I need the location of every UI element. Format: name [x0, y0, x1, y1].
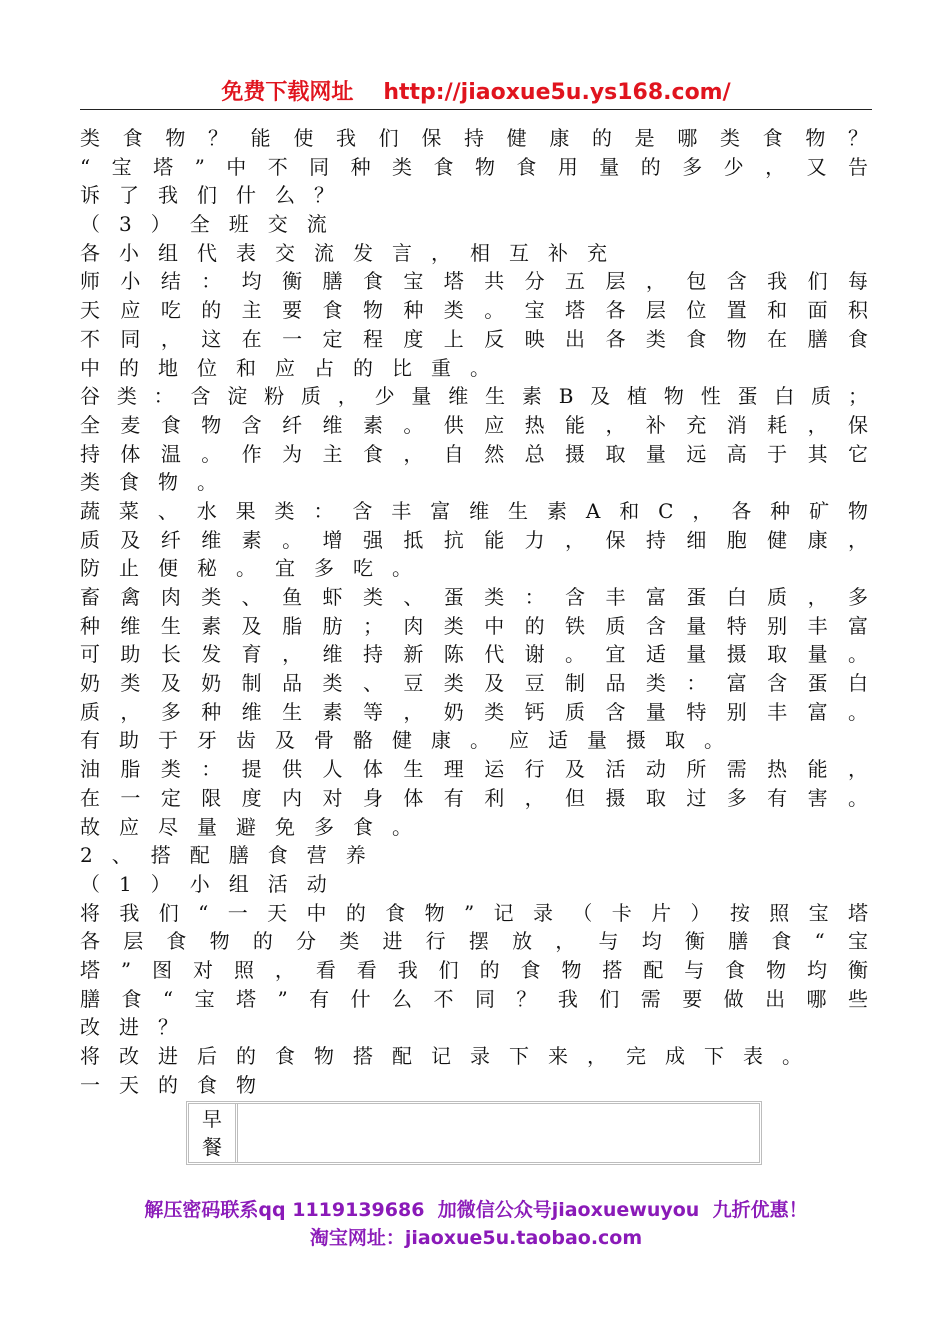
breakfast-cell[interactable] [238, 1104, 759, 1162]
body-line: 有助于牙齿及骨骼健康。应适量摄取。 [80, 728, 743, 753]
body-line: （3）全班交流 [80, 212, 346, 237]
footer-password-text: 解压密码联系 [144, 1199, 259, 1221]
footer-qq: qq 1119139686 [258, 1199, 425, 1221]
body-line: 将改进后的食物搭配记录下来，完成下表。 [80, 1044, 821, 1068]
page-header [80, 78, 872, 108]
header-url-link[interactable]: http://jiaoxue5u.ys168.com/ [383, 80, 731, 105]
body-line: 质，多种维生素等，奶类钙质含量特别丰富。 [80, 699, 870, 724]
daily-food-table [186, 1101, 762, 1165]
document-body [80, 124, 870, 1099]
body-line: 奶类及奶制品类、豆类及豆制品类：富含蛋白 [80, 671, 870, 696]
body-line: 诉了我们什么？ [80, 183, 353, 208]
breakfast-label-char-1: 早 [202, 1107, 222, 1131]
body-line: 类食物。 [80, 470, 236, 495]
header-divider [80, 109, 872, 110]
footer-discount: 九折优惠！ [712, 1199, 808, 1221]
body-line: 谷类：含淀粉质，少量维生素B及植物性蛋白质； [80, 384, 870, 409]
body-line: 天应吃的主要食物种类。宝塔各层位置和面积 [80, 298, 870, 323]
body-line: 畜禽肉类、鱼虾类、蛋类：含丰富蛋白质，多 [80, 585, 870, 609]
breakfast-row-label [189, 1104, 238, 1162]
body-line: 将我们“一天中的食物”记录（卡片）按照宝塔 [80, 900, 870, 925]
body-line: 中的地位和应占的比重。 [80, 355, 509, 380]
body-line: 故应尽量避免多食。 [80, 814, 431, 839]
body-line: 持体温。作为主食，自然总摄取量远高于其它 [80, 441, 870, 466]
body-line: 2、搭配膳食营养 [80, 843, 385, 868]
body-line: 全麦食物含纤维素。供应热能，补充消耗，保 [80, 412, 870, 437]
footer-taobao-line [80, 1224, 872, 1252]
body-line: 质及纤维素。增强抵抗能力，保持细胞健康， [80, 527, 870, 552]
body-line: 不同，这在一定程度上反映出各类食物在膳食 [80, 326, 870, 351]
body-line: 蔬菜、水果类：含丰富维生素A和C，各种矿物 [80, 498, 870, 523]
header-label: 免费下载网址 [221, 80, 354, 105]
body-line: 防止便秘。宜多吃。 [80, 556, 431, 581]
footer-taobao-link[interactable]: jiaoxue5u.taobao.com [404, 1227, 643, 1249]
body-line: （1）小组活动 [80, 871, 346, 896]
body-line: 改进？ [80, 1015, 197, 1040]
body-line: 油脂类：提供人体生理运行及活动所需热能， [80, 757, 870, 782]
body-line: 一天的食物 [80, 1072, 275, 1097]
body-line: “宝塔”中不同种类食物食用量的多少，又告 [80, 154, 870, 179]
body-line: 膳食“宝塔”有什么不同？我们需要做出哪些 [80, 986, 870, 1011]
body-line: 各小组代表交流发言，相互补充 [80, 240, 626, 265]
footer-taobao-label: 淘宝网址： [309, 1227, 405, 1249]
body-line: 在一定限度内对身体有利，但摄取过多有害。 [80, 785, 870, 810]
footer-wechat-id: jiaoxuewuyou [551, 1199, 700, 1221]
body-line: 种维生素及脂肪；肉类中的铁质含量特别丰富 [80, 613, 870, 638]
footer-wechat-text: 加微信公众号 [437, 1199, 552, 1221]
body-line: 类食物？能使我们保持健康的是哪类食物？ [80, 126, 870, 150]
footer-contact-line [80, 1196, 872, 1224]
breakfast-label-char-2: 餐 [202, 1135, 222, 1159]
body-line: 可助长发育，维持新陈代谢。宜适量摄取量。 [80, 642, 870, 667]
body-line: 各层食物的分类进行摆放，与均衡膳食“宝 [80, 929, 870, 954]
body-line: 塔”图对照，看看我们的食物搭配与食物均衡 [80, 957, 870, 982]
body-line: 师小结：均衡膳食宝塔共分五层，包含我们每 [80, 269, 870, 294]
